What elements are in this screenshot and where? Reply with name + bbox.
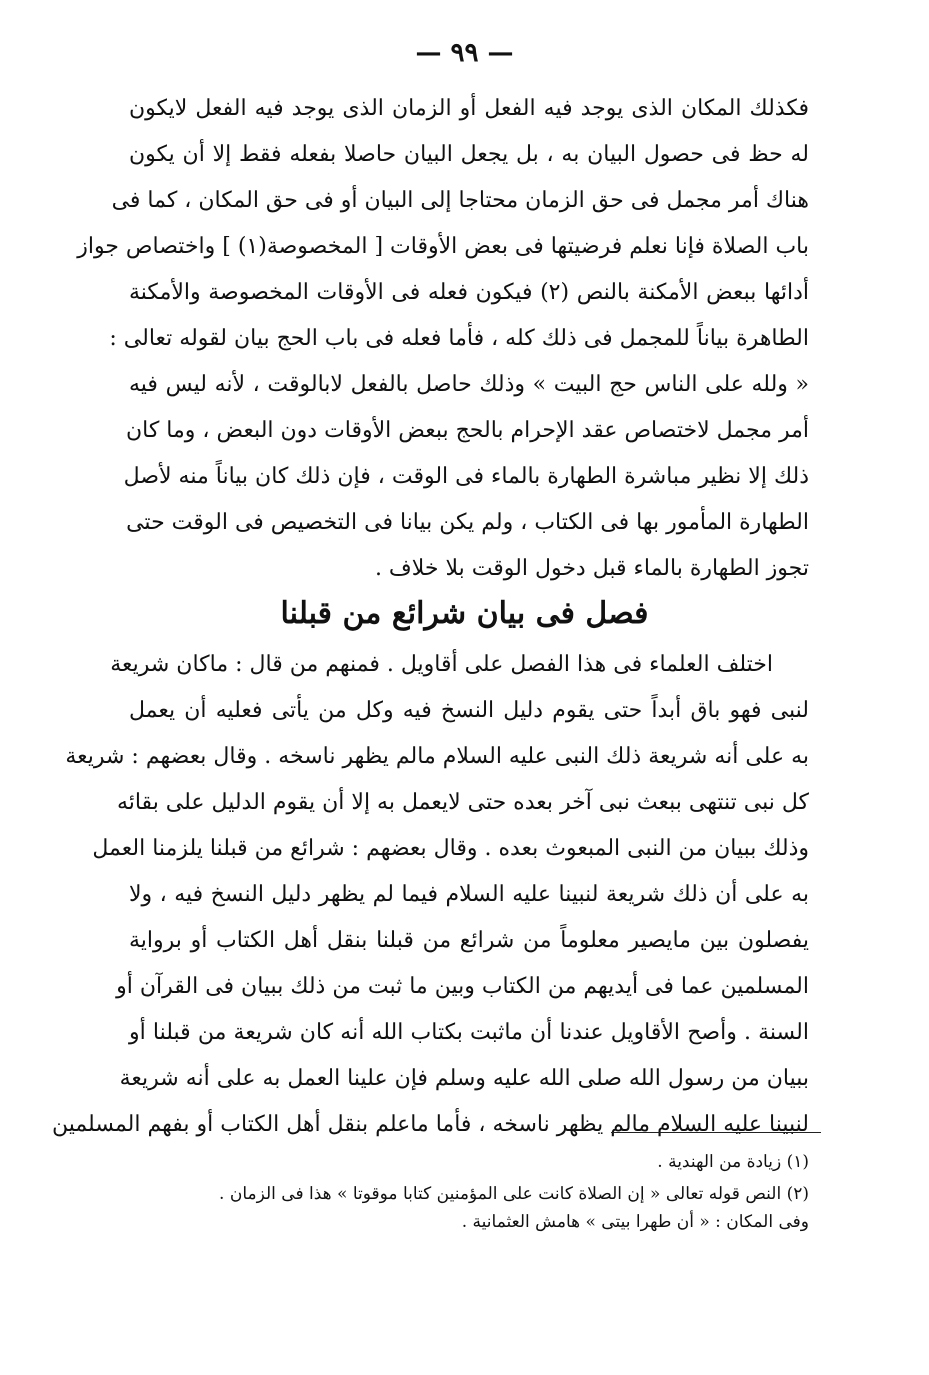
text-line: به على أنه شريعة ذلك النبى عليه السلام مالم يظهر ناسخه . وقال بعضهم : شريعة <box>65 744 809 769</box>
text-line: الطهارة المأمور بها فى الكتاب ، ولم يكن بيانا فى التخصيص فى الوقت حتى <box>126 510 809 535</box>
footnote-2: (٢) النص قوله تعالى « إن الصلاة كانت على المؤمنين كتابا موقوتا » هذا فى الزمان . <box>219 1184 809 1204</box>
footnote-divider <box>611 1132 821 1133</box>
text-line: باب الصلاة فإنا نعلم فرضيتها فى بعض الأوقات [ المخصوصة(١) ] واختصاص جواز <box>77 234 809 259</box>
text-line: ببيان من رسول الله صلى الله عليه وسلم فإن علينا العمل به على أنه شريعة <box>119 1066 809 1091</box>
text-line: أمر مجمل لاختصاص عقد الإحرام بالحج ببعض الأوقات دون البعض ، وما كان <box>125 418 809 443</box>
text-line: « ولله على الناس حج البيت » وذلك حاصل بالفعل لابالوقت ، لأنه ليس فيه <box>129 372 809 397</box>
text-line: وذلك ببيان من النبى المبعوث بعده . وقال بعضهم : شرائع من قبلنا يلزمنا العمل <box>92 836 809 861</box>
text-line: له حظ فى حصول البيان به ، بل يجعل البيان حاصلا بفعله فقط إلا أن يكون <box>129 142 809 167</box>
text-line: المسلمين عما فى أيديهم من الكتاب وبين ما ثبت من ذلك ببيان فى القرآن أو <box>116 974 809 999</box>
text-line: أدائها ببعض الأمكنة بالنص (٢) فيكون فعله فى الأوقات المخصوصة والأمكنة <box>129 280 809 305</box>
text-line: لنبى فهو باق أبداً حتى يقوم دليل النسخ فيه وكل من يأتى فعليه أن يعمل <box>129 698 809 723</box>
text-line: ذلك إلا نظير مباشرة الطهارة بالماء فى الوقت ، فإن ذلك كان بياناً منه لأصل <box>123 464 809 489</box>
text-line: الطاهرة بياناً للمجمل فى ذلك كله ، فأما فعله فى باب الحج بيان لقوله تعالى : <box>109 326 809 351</box>
section-heading: فصل فى بيان شرائع من قبلنا <box>280 596 649 631</box>
text-line: يفصلون بين مايصير معلوماً من شرائع من قبلنا بنقل أهل الكتاب أو برواية <box>129 928 809 953</box>
text-line: به على أن ذلك شريعة لنبينا عليه السلام فيما لم يظهر دليل النسخ فيه ، ولا <box>129 882 809 907</box>
footnote-2-continued: وفى المكان : « أن طهرا بيتى » هامش العثمانية . <box>461 1212 809 1232</box>
paragraph-2 <box>51 642 809 1148</box>
text-line: السنة . وأصح الأقاويل عندنا أن ماثبت بكتاب الله أنه كان شريعة من قبلنا أو <box>129 1020 809 1045</box>
paragraph-1 <box>77 86 809 592</box>
text-line: هناك أمر مجمل فى حق الزمان محتاجا إلى البيان أو فى حق المكان ، كما فى <box>111 188 809 213</box>
text-line: لنبينا عليه السلام مالم يظهر ناسخه ، فأما ماعلم بنقل أهل الكتاب أو بفهم المسلمين <box>51 1112 809 1137</box>
page-number: — ٩٩ — <box>415 38 514 68</box>
text-line: تجوز الطهارة بالماء قبل دخول الوقت بلا خلاف . <box>374 556 809 581</box>
text-line: اختلف العلماء فى هذا الفصل على أقاويل . فمنهم من قال : ماكان شريعة <box>110 652 773 677</box>
text-line: فكذلك المكان الذى يوجد فيه الفعل أو الزمان الذى يوجد فيه الفعل لايكون <box>129 96 809 121</box>
text-line: كل نبى تنتهى ببعث نبى آخر بعده حتى لايعمل به إلا أن يقوم الدليل على بقائه <box>116 790 809 815</box>
footnote-1: (١) زيادة من الهندية . <box>657 1152 809 1172</box>
